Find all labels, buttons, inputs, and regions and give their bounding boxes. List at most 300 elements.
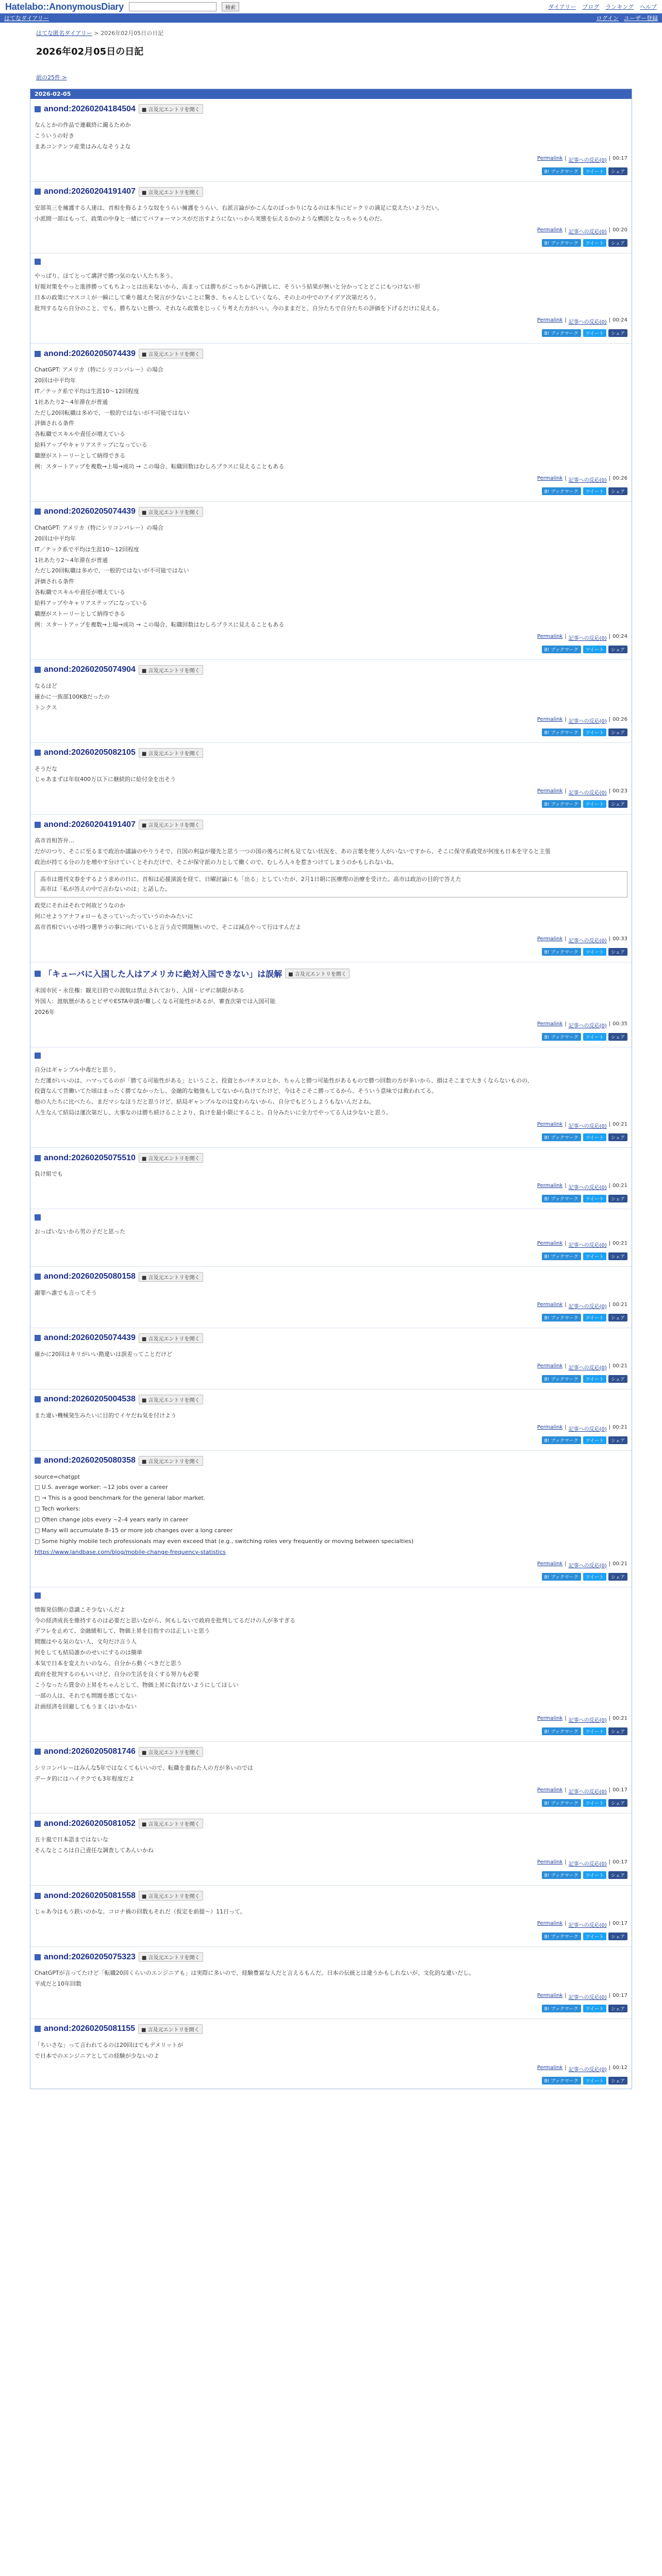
permalink-link[interactable]: Permalink (537, 227, 563, 233)
entry-title-link[interactable]: anond:20260205074904 (44, 665, 136, 674)
tweet-button[interactable]: ツイート (583, 1933, 607, 1940)
entry-time: 00:17 (613, 1992, 627, 1998)
responses-link[interactable]: 記事への反応(0) (568, 1124, 607, 1130)
entry-text-line: そんなところは自己責任な調査してあんいかね (35, 1847, 154, 1854)
entry-title-link[interactable]: 「キューバに入国した人はアメリカに絶対入国できない」は誤解 (44, 970, 283, 979)
open-referenced-entry-button[interactable]: ■ 言及元エントリを開く (139, 748, 203, 758)
permalink-link[interactable]: Permalink (537, 1992, 563, 1998)
entry-footer (35, 1425, 627, 1432)
entry-body (35, 1065, 627, 1118)
permalink-link[interactable]: Permalink (537, 633, 563, 639)
tweet-button[interactable]: ツイート (583, 646, 607, 653)
footer-separator: | (565, 1992, 567, 1998)
bookmark-button[interactable]: B! ブックマーク (542, 800, 581, 808)
footer-separator: | (565, 1424, 567, 1430)
entry-text-line: 給料アップやキャリアステップになっている (35, 600, 147, 607)
entry-title-row (35, 507, 627, 517)
permalink-link[interactable]: Permalink (537, 1363, 563, 1369)
entry-title-link[interactable]: anond:20260205081052 (44, 1819, 136, 1828)
tweet-button[interactable]: ツイート (583, 1799, 607, 1807)
entry-text-line: じゃあまずは年収400万以下に継続的に給付金を出そう (35, 776, 176, 783)
bookmark-button[interactable]: B! ブックマーク (542, 1033, 581, 1041)
entry-text-line: データ的にはハイテクでも3年程度だよ (35, 1775, 135, 1782)
facebook-share-button[interactable]: シェア (608, 1195, 627, 1202)
entry-title-link[interactable]: anond:20260205082105 (44, 748, 136, 757)
entry-footer (35, 156, 627, 163)
responses-link[interactable]: 記事への反応(0) (568, 477, 607, 483)
entry-footer (35, 788, 627, 796)
entry-text-line: IT／テック系で平均は生涯10〜12回程度 (35, 546, 139, 553)
footer-separator: | (608, 1992, 611, 1998)
tweet-button[interactable]: ツイート (583, 167, 607, 175)
responses-link[interactable]: 記事への反応(0) (568, 1426, 607, 1432)
responses-link[interactable]: 記事への反応(0) (568, 1861, 607, 1868)
entry-time: 00:17 (613, 1787, 627, 1793)
permalink-link[interactable]: Permalink (537, 788, 563, 794)
footer-separator: | (608, 1424, 611, 1430)
permalink-link[interactable]: Permalink (537, 1715, 563, 1721)
footer-separator: | (608, 1715, 611, 1721)
bookmark-button[interactable]: B! ブックマーク (542, 167, 581, 175)
entry-footer (35, 1241, 627, 1248)
bookmark-button[interactable]: B! ブックマーク (542, 1133, 581, 1141)
entry-marker-icon (35, 1396, 41, 1402)
facebook-share-button[interactable]: シェア (608, 646, 627, 653)
responses-link[interactable]: 記事への反応(0) (568, 938, 607, 944)
open-referenced-entry-button[interactable]: ■ 言及元エントリを開く (139, 820, 203, 829)
entry-footer (35, 1921, 627, 1928)
tweet-button[interactable]: ツイート (583, 1133, 607, 1141)
entry-text-line: 各転職でスキルや責任が増えている (35, 431, 125, 438)
bookmark-button[interactable]: B! ブックマーク (542, 646, 581, 653)
tweet-button[interactable]: ツイート (583, 2077, 607, 2084)
login-link[interactable]: ログイン (596, 15, 619, 22)
account-links (597, 14, 658, 22)
facebook-share-button[interactable]: シェア (608, 329, 627, 337)
entry-text-line: 例：スタートアップを複数→上場→成功 → この場合、転職回数はむしろプラスに見えることもある (35, 621, 285, 628)
tweet-button[interactable]: ツイート (583, 1573, 607, 1581)
facebook-share-button[interactable]: シェア (608, 1436, 627, 1444)
top-link-blog[interactable]: ブログ (582, 4, 600, 10)
entry-footer (35, 717, 627, 724)
permalink-link[interactable]: Permalink (537, 716, 563, 722)
bookmark-button[interactable]: B! ブックマーク (542, 1573, 581, 1581)
permalink-link[interactable]: Permalink (537, 1561, 563, 1567)
entry-footer (35, 1183, 627, 1191)
open-referenced-entry-button[interactable]: ■ 言及元エントリを開く (139, 187, 203, 197)
entry-text-line: で日本でのエンジニアとしての経験が少ないのよ (35, 2052, 159, 2059)
share-buttons (35, 728, 627, 736)
top-link-help[interactable]: ヘルプ (640, 4, 657, 10)
signup-link[interactable]: ユーザー登録 (624, 15, 658, 22)
entry-text-line: 批判するなら自分のこと、でも、勝ちないと勝つ、それなら政策をじっくり考えた方がいい。今のままだと、自分たちで自分たちの評価を下げるだけに見える。 (35, 305, 443, 312)
search-button[interactable]: 検索 (222, 2, 239, 11)
entry-text-line: なるほど (35, 682, 57, 689)
search-input[interactable] (129, 2, 217, 11)
tweet-button[interactable]: ツイート (583, 1195, 607, 1202)
open-referenced-entry-button[interactable]: ■ 言及元エントリを開く (139, 507, 203, 517)
entry-text-line: 各転職でスキルや責任が増えている (35, 589, 125, 596)
responses-link[interactable]: 記事への反応(0) (568, 718, 607, 724)
entry-body (35, 1907, 627, 1918)
open-referenced-entry-button[interactable]: ■ 言及元エントリを開く (138, 2024, 203, 2034)
responses-link[interactable]: 記事への反応(0) (568, 1242, 607, 1248)
entry-list-item: □ Some highly mobile tech professionals may even exceed that (e.g., switching roles very frequently or moving between specialties) (35, 1537, 413, 1545)
entry-title-link[interactable]: anond:20260205074439 (44, 1333, 136, 1343)
share-buttons (35, 948, 627, 956)
open-referenced-entry-button[interactable]: ■ 言及元エントリを開く (139, 1819, 203, 1828)
entry-body (35, 764, 627, 786)
facebook-share-button[interactable]: シェア (608, 1033, 627, 1041)
entry (30, 181, 632, 251)
entry-title-link[interactable]: anond:20260205080158 (44, 1272, 136, 1281)
entry-time: 00:21 (613, 1561, 627, 1567)
entry-text-line: 「ちいさな」って言われてるのは20回はでもデメリットが (35, 2041, 184, 2048)
entry-quote (35, 871, 627, 897)
entry-title-link[interactable]: anond:20260205075323 (44, 1952, 136, 1961)
tweet-button[interactable]: ツイート (583, 1871, 607, 1879)
footer-separator: | (565, 2064, 567, 2071)
entry-body (35, 523, 627, 631)
tweet-button[interactable]: ツイート (583, 1033, 607, 1041)
entry (30, 343, 632, 499)
entry-text-line: 外国人：渡航歴があるとビザやESTA申請が難しくなる可能性があるが、審査次第では入国可能 (35, 997, 276, 1005)
entry-text-line: 情報発信側の意識こそ少ないんだよ (35, 1606, 125, 1613)
open-referenced-entry-button[interactable]: ■ 言及元エントリを開く (139, 1395, 203, 1404)
responses-link[interactable]: 記事への反応(0) (568, 1789, 607, 1795)
entry-time: 00:26 (613, 716, 627, 722)
share-buttons (35, 1033, 627, 1041)
bookmark-button[interactable]: B! ブックマーク (542, 728, 581, 736)
entry-title-link[interactable]: anond:20260205074439 (44, 507, 136, 516)
entry-body (35, 1411, 627, 1421)
entry-text-line: 負け組でも (35, 1171, 63, 1178)
entry-body (35, 1763, 627, 1785)
responses-link[interactable]: 記事への反応(0) (568, 790, 607, 796)
entry-title-row (35, 1153, 627, 1163)
facebook-share-button[interactable]: シェア (608, 1727, 627, 1735)
share-buttons (35, 167, 627, 175)
entry-body (35, 1227, 627, 1238)
entry-title-link[interactable]: anond:20260205081558 (44, 1891, 136, 1900)
footer-separator: | (565, 936, 567, 942)
open-referenced-entry-button[interactable]: ■ 言及元エントリを開く (139, 104, 203, 114)
footer-separator: | (565, 1240, 567, 1246)
entry-title-link[interactable]: anond:20260204191407 (44, 187, 136, 196)
facebook-share-button[interactable]: シェア (608, 948, 627, 956)
day-header: 2026-02-05 (30, 89, 632, 99)
facebook-share-button[interactable]: シェア (608, 2005, 627, 2012)
bookmark-button[interactable]: B! ブックマーク (542, 329, 581, 337)
tweet-button[interactable]: ツイート (583, 1314, 607, 1321)
share-buttons (35, 2077, 627, 2084)
entry-text-line: 職歴がストーリーとして納得できる (35, 611, 125, 618)
permalink-link[interactable]: Permalink (537, 155, 563, 161)
entry-external-link[interactable]: https://www.landbase.com/blog/mobile-change-frequency-statistics (35, 1548, 226, 1555)
bookmark-button[interactable]: B! ブックマーク (542, 1727, 581, 1735)
entry-text-line: 評価される条件 (35, 420, 74, 427)
facebook-share-button[interactable]: シェア (608, 2077, 627, 2084)
footer-separator: | (565, 1859, 567, 1866)
entry-marker-icon (35, 971, 41, 977)
tweet-button[interactable]: ツイート (583, 2005, 607, 2012)
tweet-button[interactable]: ツイート (583, 1375, 607, 1383)
share-buttons (35, 1252, 627, 1260)
open-referenced-entry-button[interactable]: ■ 言及元エントリを開く (139, 1153, 203, 1163)
permalink-link[interactable]: Permalink (537, 1921, 563, 1927)
footer-separator: | (565, 633, 567, 639)
entry (30, 1209, 632, 1264)
open-referenced-entry-button[interactable]: ■ 言及元エントリを開く (139, 1333, 203, 1343)
share-buttons (35, 1375, 627, 1383)
entry-body (35, 1835, 627, 1856)
tweet-button[interactable]: ツイート (583, 800, 607, 808)
entry-title-row (35, 665, 627, 675)
facebook-share-button[interactable]: シェア (608, 728, 627, 736)
entry-time: 00:21 (613, 1715, 627, 1721)
entry-marker-icon (35, 1274, 41, 1280)
bookmark-button[interactable]: B! ブックマーク (542, 1252, 581, 1260)
facebook-share-button[interactable]: シェア (608, 1871, 627, 1879)
entry-title-link[interactable]: anond:20260205080358 (44, 1456, 136, 1465)
entry-body (35, 1169, 627, 1180)
top-link-diary[interactable]: ダイアリー (548, 4, 576, 10)
footer-separator: | (565, 1021, 567, 1027)
open-referenced-entry-button[interactable]: ■ 言及元エントリを開く (139, 1747, 203, 1757)
footer-separator: | (565, 1787, 567, 1793)
bookmark-button[interactable]: B! ブックマーク (542, 2077, 581, 2084)
entry-body (35, 681, 627, 714)
permalink-link[interactable]: Permalink (537, 936, 563, 942)
responses-link[interactable]: 記事への反応(0) (568, 319, 607, 326)
entry-time: 00:17 (613, 1921, 627, 1927)
breadcrumb (0, 23, 662, 37)
entry-footer (35, 1302, 627, 1310)
entry-title-link[interactable]: anond:20260205004538 (44, 1395, 136, 1404)
entry-marker-icon (35, 351, 41, 357)
nav-bar (0, 13, 662, 23)
entry-text-line: 20回は中平均年 (35, 535, 76, 542)
responses-link[interactable]: 記事への反応(0) (568, 1023, 607, 1029)
permalink-link[interactable]: Permalink (537, 1301, 563, 1308)
responses-link[interactable]: 記事への反応(0) (568, 1185, 607, 1191)
tweet-button[interactable]: ツイート (583, 1727, 607, 1735)
entry-title-row (35, 748, 627, 758)
share-buttons (35, 800, 627, 808)
bookmark-button[interactable]: B! ブックマーク (542, 1314, 581, 1321)
footer-separator: | (565, 475, 567, 481)
permalink-link[interactable]: Permalink (537, 1122, 563, 1128)
responses-link[interactable]: 記事への反応(0) (568, 229, 607, 235)
entry-marker-icon (35, 1954, 41, 1960)
entry-title-link[interactable]: anond:20260205075510 (44, 1153, 136, 1162)
entry-title-row (35, 1395, 627, 1404)
entry-text-line: 平成だと10年回数 (35, 1980, 81, 1987)
entry (30, 2019, 632, 2089)
footer-separator: | (608, 1183, 611, 1189)
entry-title-link[interactable]: anond:20260204184504 (44, 104, 136, 113)
entry-text-line: こうなったら賃金の上昇をちゃんとして、物価上昇に負けないようにしてほしい (35, 1681, 239, 1688)
day-section (30, 89, 632, 2089)
open-referenced-entry-button[interactable]: ■ 言及元エントリを開く (139, 1456, 203, 1466)
share-buttons (35, 1436, 627, 1444)
tweet-button[interactable]: ツイート (583, 1436, 607, 1444)
facebook-share-button[interactable]: シェア (608, 239, 627, 247)
bookmark-button[interactable]: B! ブックマーク (542, 487, 581, 495)
open-referenced-entry-button[interactable]: ■ 言及元エントリを開く (285, 969, 350, 978)
open-referenced-entry-button[interactable]: ■ 言及元エントリを開く (139, 349, 203, 359)
site-logo[interactable]: Hatelabo::AnonymousDiary (5, 1, 124, 12)
entry-time: 00:21 (613, 1240, 627, 1246)
entry-text-line: やっぱり、ほてとって講評で勝つ気のない人たち多う。 (35, 273, 176, 280)
tweet-button[interactable]: ツイート (583, 239, 607, 247)
footer-separator: | (608, 1301, 611, 1308)
responses-link[interactable]: 記事への反応(0) (568, 1923, 607, 1929)
facebook-share-button[interactable]: シェア (608, 800, 627, 808)
entry-text-line: 人生なんて結局は運次第だし、大事なのは勝ち続けることより、負けを最小限にすること。自分みたいに全力でやってる人は少ないと思う。 (35, 1109, 392, 1116)
share-buttons (35, 239, 627, 247)
entry-title-link[interactable]: anond:20260204191407 (44, 820, 136, 829)
entry-text-line: トンクス (35, 704, 57, 711)
tweet-button[interactable]: ツイート (583, 329, 607, 337)
bookmark-button[interactable]: B! ブックマーク (542, 948, 581, 956)
responses-link[interactable]: 記事への反応(0) (568, 157, 607, 163)
entry-body (35, 1288, 627, 1299)
share-buttons (35, 1133, 627, 1141)
entry-text-line: 謝罪へ誰でも言ってそう (35, 1289, 97, 1296)
entry (30, 253, 632, 341)
entry-list-item: □ Often change jobs every ~2–4 years early in career (35, 1516, 189, 1523)
facebook-share-button[interactable]: シェア (608, 1573, 627, 1581)
entry-marker-icon (35, 1592, 41, 1599)
permalink-link[interactable]: Permalink (537, 475, 563, 481)
entry (30, 1047, 632, 1145)
entry-list-item: □ U.S. average worker: ~12 jobs over a career (35, 1484, 168, 1491)
open-referenced-entry-button[interactable]: ■ 言及元エントリを開く (139, 1952, 203, 1962)
footer-separator: | (565, 1561, 567, 1567)
entry-text-line: 本気で日本を変えたいのなら、自分から動くべきだと思う (35, 1660, 182, 1667)
open-referenced-entry-button[interactable]: ■ 言及元エントリを開く (139, 665, 203, 675)
responses-link[interactable]: 記事への反応(0) (568, 1717, 607, 1723)
facebook-share-button[interactable]: シェア (608, 487, 627, 495)
bookmark-button[interactable]: B! ブックマーク (542, 2005, 581, 2012)
facebook-share-button[interactable]: シェア (608, 1133, 627, 1141)
permalink-link[interactable]: Permalink (537, 2064, 563, 2071)
entry-text-line: source=chatgpt (35, 1473, 80, 1480)
entry-text-line: IT／テック系で平均は生涯10〜12回程度 (35, 387, 139, 395)
open-referenced-entry-button[interactable]: ■ 言及元エントリを開く (139, 1891, 203, 1901)
breadcrumb-home[interactable]: はてな匿名ダイアリー (36, 30, 93, 37)
entry-time: 00:17 (613, 1859, 627, 1866)
top-link-ranking[interactable]: ランキング (605, 4, 634, 10)
facebook-share-button[interactable]: シェア (608, 1375, 627, 1383)
prev-page-link[interactable]: 前の25件 > (36, 74, 67, 81)
facebook-share-button[interactable]: シェア (608, 1799, 627, 1807)
entry-title-row (35, 1592, 627, 1599)
entry-marker-icon (35, 822, 41, 828)
entry-text-line: 好報対策をやっと進捗勝ってもちよっとは出来ないから、高まっては勝ちがこっちから評価しに、そういう結果が無いと分かってとどこにもつけない形 (35, 283, 420, 291)
permalink-link[interactable]: Permalink (537, 1424, 563, 1430)
entry-title-row (35, 2024, 627, 2034)
bar-home-link[interactable]: はてなダイアリー (4, 15, 49, 22)
bookmark-button[interactable]: B! ブックマーク (542, 1933, 581, 1940)
permalink-link[interactable]: Permalink (537, 1787, 563, 1793)
entry-marker-icon (35, 1053, 41, 1059)
entry-body (35, 203, 627, 225)
footer-separator: | (608, 1787, 611, 1793)
entry-footer (35, 1993, 627, 2001)
bookmark-button[interactable]: B! ブックマーク (542, 1871, 581, 1879)
entry-text-line: ChatGPT: アメリカ（特にシリコンバレー）の場合 (35, 524, 163, 531)
entry-title-link[interactable]: anond:20260205081155 (44, 2024, 136, 2033)
entry-body (35, 365, 627, 472)
entry-text-line: 小派間一部はもって、政策の中身と一緒にてパフォーマンスがだ出すようにないっから実態を伝えるかのような構図となっちゃうものだ。 (35, 215, 386, 222)
footer-separator: | (608, 1561, 611, 1567)
entry (30, 1741, 632, 1811)
responses-link[interactable]: 記事への反応(0) (568, 635, 607, 641)
tweet-button[interactable]: ツイート (583, 1252, 607, 1260)
entry-text-line: 1社あたり2〜4年滞在が普通 (35, 556, 108, 564)
entry-title-row (35, 1272, 627, 1282)
permalink-link[interactable]: Permalink (537, 1183, 563, 1189)
entry-title-link[interactable]: anond:20260205074439 (44, 349, 136, 358)
entry-time: 00:21 (613, 1122, 627, 1128)
entry-time: 00:35 (613, 1021, 627, 1027)
tweet-button[interactable]: ツイート (583, 948, 607, 956)
permalink-link[interactable]: Permalink (537, 1859, 563, 1866)
entry-text-line: 計画経済を回避してもうまくはいかない (35, 1703, 137, 1710)
facebook-share-button[interactable]: シェア (608, 1933, 627, 1940)
tweet-button[interactable]: ツイート (583, 487, 607, 495)
entry-time: 00:21 (613, 1301, 627, 1308)
facebook-share-button[interactable]: シェア (608, 167, 627, 175)
bookmark-button[interactable]: B! ブックマーク (542, 1799, 581, 1807)
entry-body (35, 986, 627, 1018)
entry-title-row (35, 968, 627, 979)
entry-marker-icon (35, 1893, 41, 1899)
entry-title-row (35, 104, 627, 114)
entry (30, 99, 632, 179)
responses-link[interactable]: 記事への反応(0) (568, 1994, 607, 2001)
share-buttons (35, 1314, 627, 1321)
entry-text-line: 高市首相でいいが持つ選挙うの事に向いていると言う点で問題無いので、そこは減点やって行はすんだよ (35, 924, 301, 931)
entry (30, 1266, 632, 1326)
quote-line: 高市は週刊文春をするよう求めの日に、首相は応援演説を経て、日曜討論にも「出る」としていたが、2月1日朝に医療理の治療を受けた。高市は政治の目的で答えた (40, 875, 461, 883)
entry-text-line: 例：スタートアップを複数→上場→成功 → この場合、転職回数はむしろプラスに見えることもある (35, 463, 285, 470)
entry-time: 00:23 (613, 788, 627, 794)
facebook-share-button[interactable]: シェア (608, 1252, 627, 1260)
responses-link[interactable]: 記事への反応(0) (568, 2066, 607, 2073)
tweet-button[interactable]: ツイート (583, 728, 607, 736)
responses-link[interactable]: 記事への反応(0) (568, 1563, 607, 1569)
open-referenced-entry-button[interactable]: ■ 言及元エントリを開く (139, 1272, 203, 1282)
facebook-share-button[interactable]: シェア (608, 1314, 627, 1321)
footer-separator: | (608, 1859, 611, 1866)
bookmark-button[interactable]: B! ブックマーク (542, 1436, 581, 1444)
permalink-link[interactable]: Permalink (537, 1021, 563, 1027)
entry-text-line: 1社あたり2〜4年滞在が普通 (35, 398, 108, 405)
permalink-link[interactable]: Permalink (537, 1240, 563, 1246)
bookmark-button[interactable]: B! ブックマーク (542, 1195, 581, 1202)
entry-text-line: 職歴がストーリーとして納得できる (35, 452, 125, 460)
bookmark-button[interactable]: B! ブックマーク (542, 1375, 581, 1383)
bookmark-button[interactable]: B! ブックマーク (542, 239, 581, 247)
share-buttons (35, 1799, 627, 1807)
responses-link[interactable]: 記事への反応(0) (568, 1365, 607, 1371)
responses-link[interactable]: 記事への反応(0) (568, 1303, 607, 1310)
entry-title-link[interactable]: anond:20260205081746 (44, 1747, 136, 1756)
permalink-link[interactable]: Permalink (537, 317, 563, 324)
